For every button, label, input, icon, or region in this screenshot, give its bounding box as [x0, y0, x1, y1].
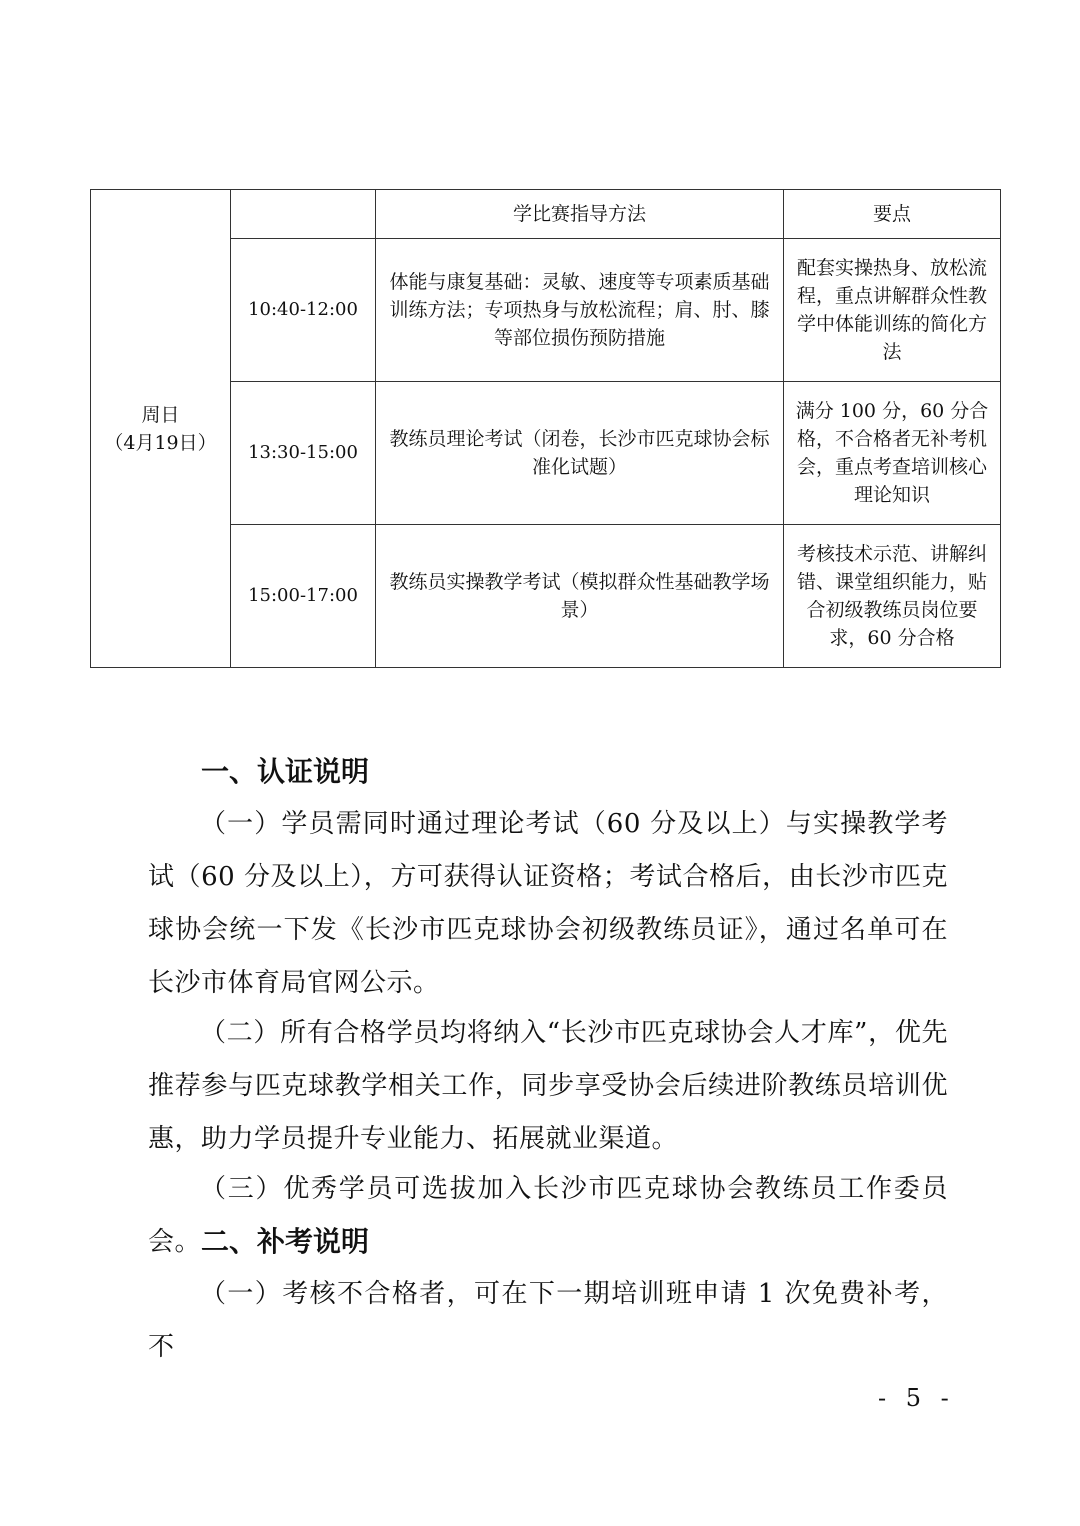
- paragraph-certification-1: （一）学员需同时通过理论考试（60 分及以上）与实操教学考试（60 分及以上），方可获得认证资格；考试合格后，由长沙市匹克球协会统一下发《长沙市匹克球协会初级教练员证》，通过名单可在长沙市体育局官网公示。: [148, 809, 948, 998]
- section-heading-certification: 一、认证说明: [201, 755, 370, 788]
- section-heading-makeup-exam: 二、补考说明: [201, 1225, 370, 1258]
- day-date: （4月19日）: [104, 431, 217, 454]
- schedule-table: [90, 189, 1001, 668]
- day-cell: [91, 190, 231, 668]
- page-number: - 5 -: [878, 1384, 955, 1412]
- points-cell: 考核技术示范、讲解纠错、课堂组织能力，贴合初级教练员岗位要求，60 分合格: [784, 525, 1001, 668]
- time-cell: 15:00-17:00: [231, 525, 376, 668]
- table-header-row: [91, 190, 1001, 239]
- points-cell: 满分 100 分，60 分合格，不合格者无补考机会，重点考查培训核心理论知识: [784, 382, 1001, 525]
- header-points-cell: 要点: [784, 190, 1001, 239]
- paragraph-certification-3: （三）优秀学员可选拔加入长沙市匹克球协会教练员工作委员会。: [148, 1174, 948, 1257]
- time-cell: 10:40-12:00: [231, 239, 376, 382]
- time-cell: 13:30-15:00: [231, 382, 376, 525]
- header-content-cell: 学比赛指导方法: [376, 190, 784, 239]
- content-cell: 教练员实操教学考试（模拟群众性基础教学场景）: [376, 525, 784, 668]
- paragraph-makeup-exam-1: （一）考核不合格者，可在下一期培训班申请 1 次免费补考，不: [148, 1279, 948, 1362]
- header-time-cell: [231, 190, 376, 239]
- points-cell: 配套实操热身、放松流程，重点讲解群众性教学中体能训练的简化方法: [784, 239, 1001, 382]
- day-name: 周日: [141, 403, 180, 426]
- content-cell: 体能与康复基础：灵敏、速度等专项素质基础训练方法；专项热身与放松流程；肩、肘、膝等部位损伤预防措施: [376, 239, 784, 382]
- paragraph-certification-2: （二）所有合格学员均将纳入“长沙市匹克球协会人才库”，优先推荐参与匹克球教学相关工作，同步享受协会后续进阶教练员培训优惠，助力学员提升专业能力、拓展就业渠道。: [148, 1018, 948, 1154]
- content-cell: 教练员理论考试（闭卷，长沙市匹克球协会标准化试题）: [376, 382, 784, 525]
